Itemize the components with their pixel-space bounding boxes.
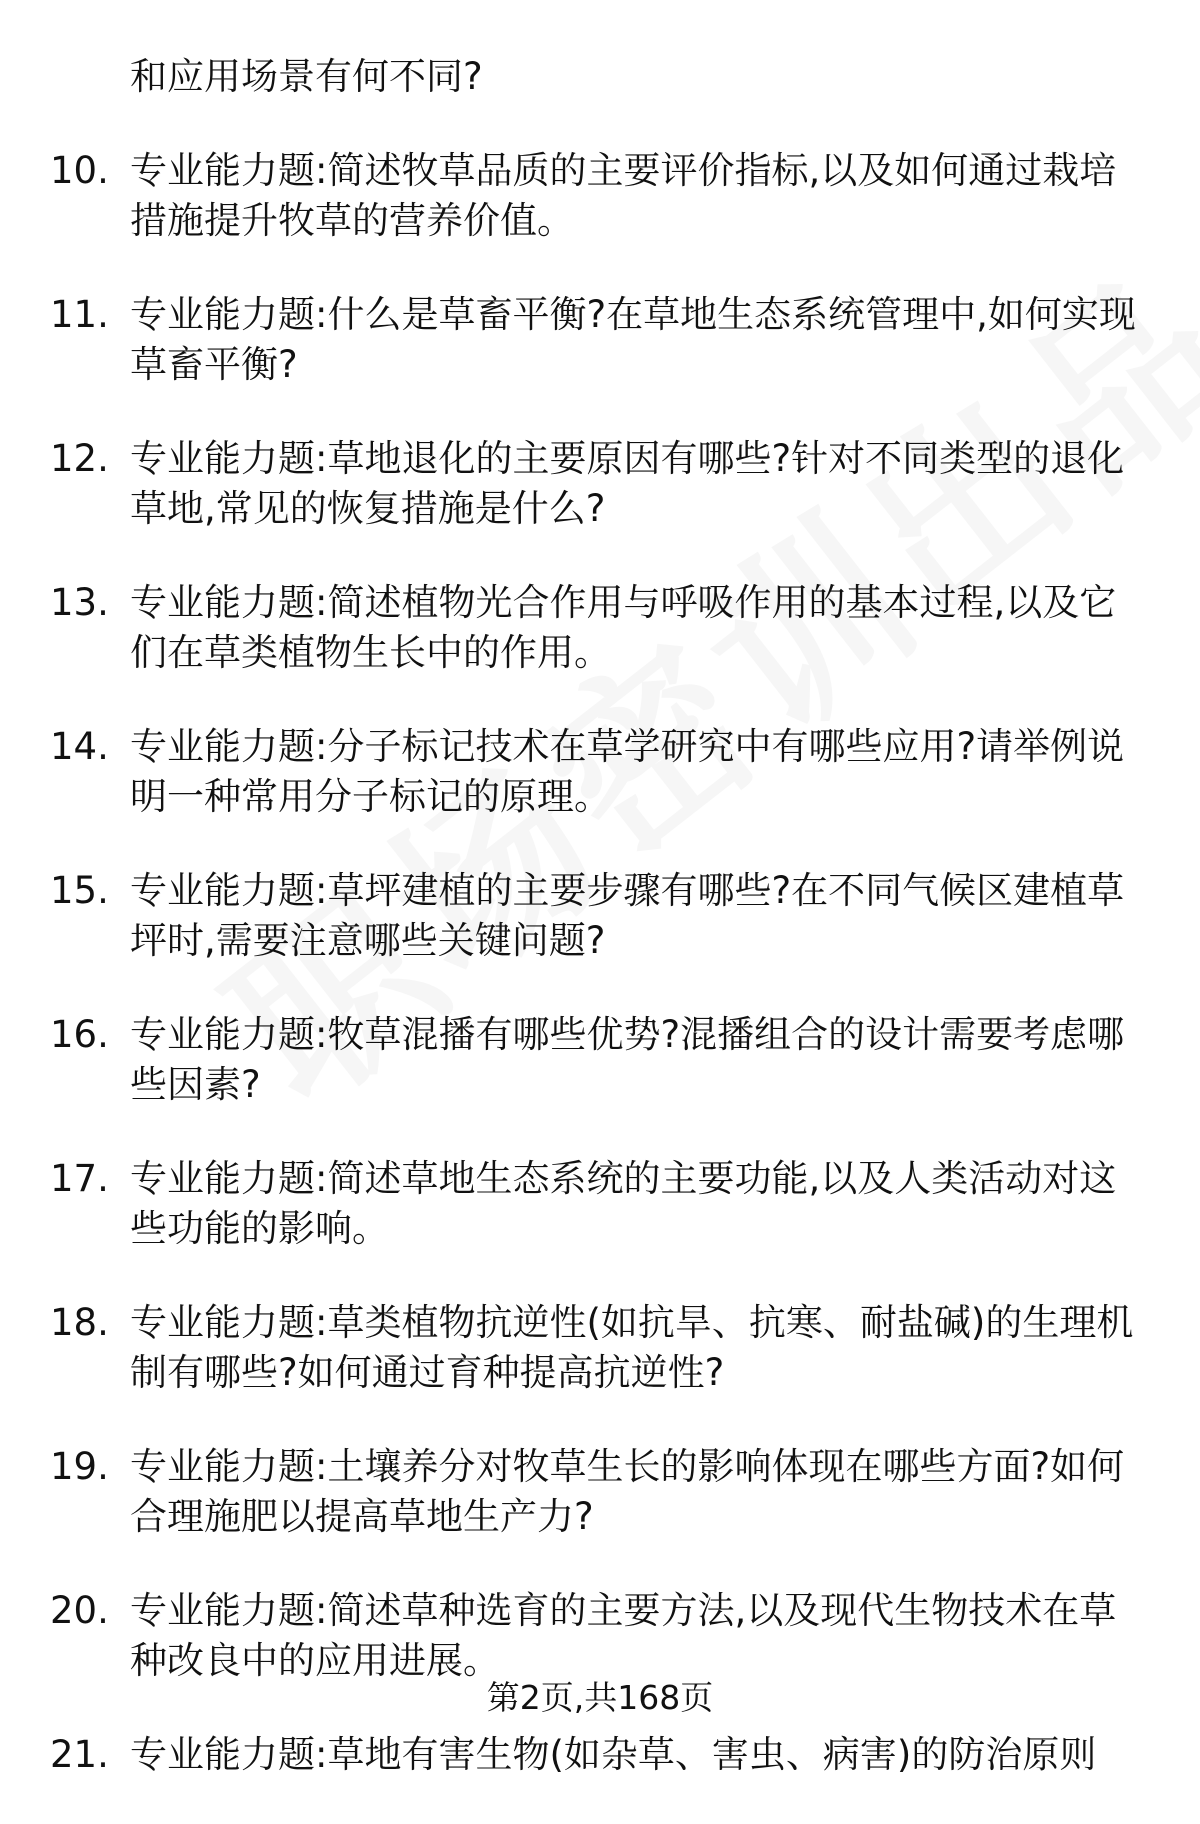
question-item [0,1442,1200,1542]
question-text: 专业能力题:什么是草畜平衡?在草地生态系统管理中,如何实现草畜平衡? [130,293,1136,386]
question-number: 15. [50,869,109,912]
question-number: 12. [50,437,109,480]
question-item [0,434,1200,534]
question-item [0,52,1200,102]
question-number: 16. [50,1013,109,1056]
question-item [0,290,1200,390]
question-number: 18. [50,1301,109,1344]
question-number: 21. [50,1733,109,1776]
question-item [0,1586,1200,1686]
question-text: 专业能力题:简述草种选育的主要方法,以及现代生物技术在草种改良中的应用进展。 [130,1589,1117,1682]
question-text: 专业能力题:简述草地生态系统的主要功能,以及人类活动对这些功能的影响。 [130,1157,1117,1250]
question-text: 专业能力题:土壤养分对牧草生长的影响体现在哪些方面?如何合理施肥以提高草地生产力? [130,1445,1125,1538]
question-item [0,1730,1200,1780]
question-text: 专业能力题:草地退化的主要原因有哪些?针对不同类型的退化草地,常见的恢复措施是什么? [130,437,1125,530]
question-text: 专业能力题:简述植物光合作用与呼吸作用的基本过程,以及它们在草类植物生长中的作用。 [130,581,1117,674]
question-number: 13. [50,581,109,624]
question-text: 专业能力题:草类植物抗逆性(如抗旱、抗寒、耐盐碱)的生理机制有哪些?如何通过育种提高抗逆性? [130,1301,1134,1394]
question-item [0,866,1200,966]
question-number: 14. [50,725,109,768]
question-number: 11. [50,293,109,336]
question-text: 和应用场景有何不同? [130,55,483,98]
question-text: 专业能力题:牧草混播有哪些优势?混播组合的设计需要考虑哪些因素? [130,1013,1125,1106]
question-item [0,1298,1200,1398]
question-number: 20. [50,1589,109,1632]
page-footer: 第2页,共168页 [486,1678,714,1717]
question-list [0,52,1200,1824]
question-number: 10. [50,149,109,192]
question-item [0,722,1200,822]
question-item [0,146,1200,246]
question-text: 专业能力题:草地有害生物(如杂草、害虫、病害)的防治原则 [130,1733,1097,1776]
question-text: 专业能力题:草坪建植的主要步骤有哪些?在不同气候区建植草坪时,需要注意哪些关键问题? [130,869,1125,962]
question-number: 17. [50,1157,109,1200]
question-text: 专业能力题:简述牧草品质的主要评价指标,以及如何通过栽培措施提升牧草的营养价值。 [130,149,1117,242]
question-item [0,1154,1200,1254]
question-item [0,578,1200,678]
question-number: 19. [50,1445,109,1488]
question-text: 专业能力题:分子标记技术在草学研究中有哪些应用?请举例说明一种常用分子标记的原理。 [130,725,1125,818]
question-item [0,1010,1200,1110]
